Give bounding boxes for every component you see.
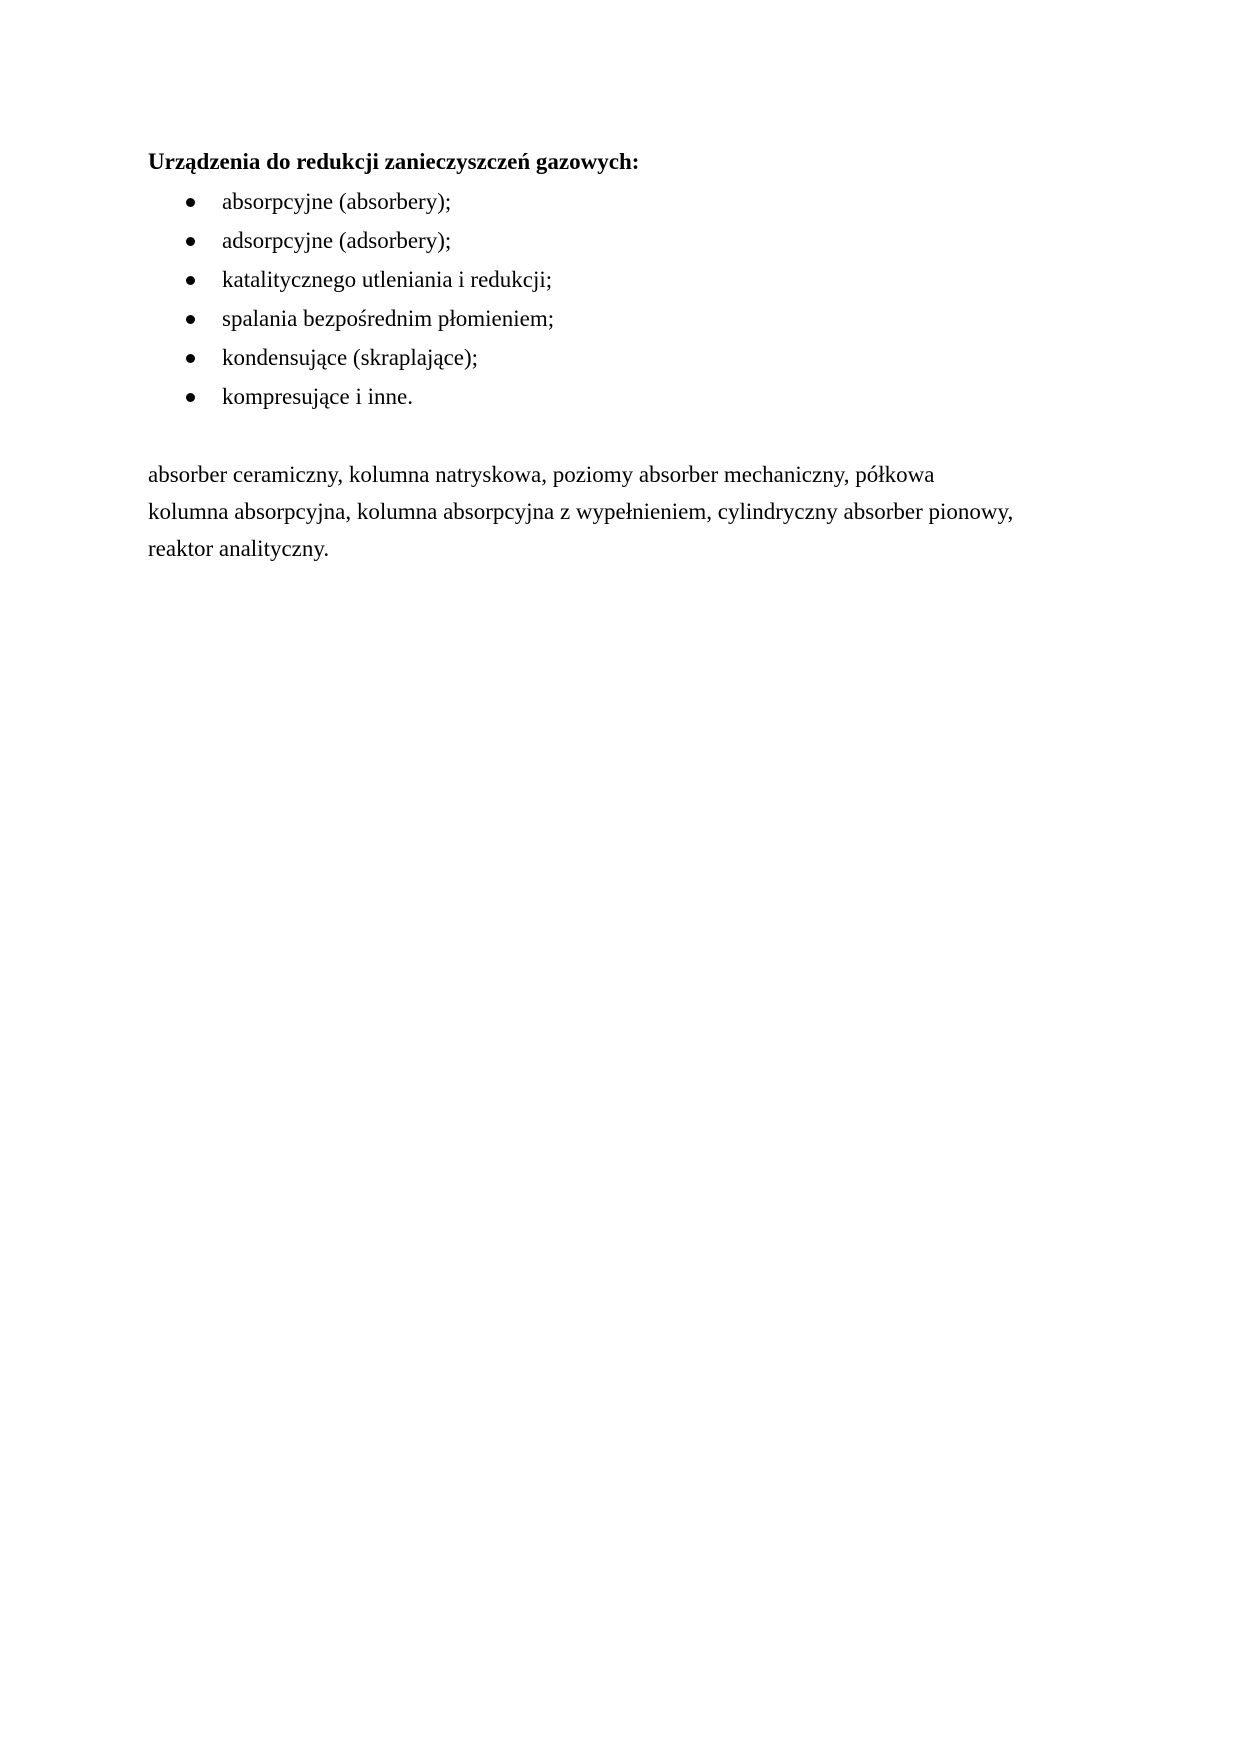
bullet-icon <box>186 393 195 402</box>
list-item-text: absorpcyjne (absorbery); <box>222 189 452 214</box>
paragraph-line: kolumna absorpcyjna, kolumna absorpcyjna z wypełnieniem, cylindryczny absorber pionowy, <box>148 499 1014 524</box>
list-item-text: katalitycznego utleniania i redukcji; <box>222 267 553 292</box>
list-item-text: kondensujące (skraplające); <box>222 345 479 370</box>
list-item-text: spalania bezpośrednim płomieniem; <box>222 306 555 331</box>
list-item-text: kompresujące i inne. <box>222 384 413 409</box>
bullet-icon <box>186 354 195 363</box>
paragraph-line: absorber ceramiczny, kolumna natryskowa, poziomy absorber mechaniczny, półkowa <box>148 462 935 487</box>
equipment-paragraph <box>148 456 1108 567</box>
bullet-icon <box>186 276 195 285</box>
bullet-icon <box>186 237 195 246</box>
bullet-icon <box>186 315 195 324</box>
paragraph-line: reaktor analityczny. <box>148 536 330 561</box>
list-item-text: adsorpcyjne (adsorbery); <box>222 228 452 253</box>
bullet-icon <box>186 198 195 207</box>
section-heading: Urządzenia do redukcji zanieczyszczeń gazowych: <box>148 149 640 174</box>
